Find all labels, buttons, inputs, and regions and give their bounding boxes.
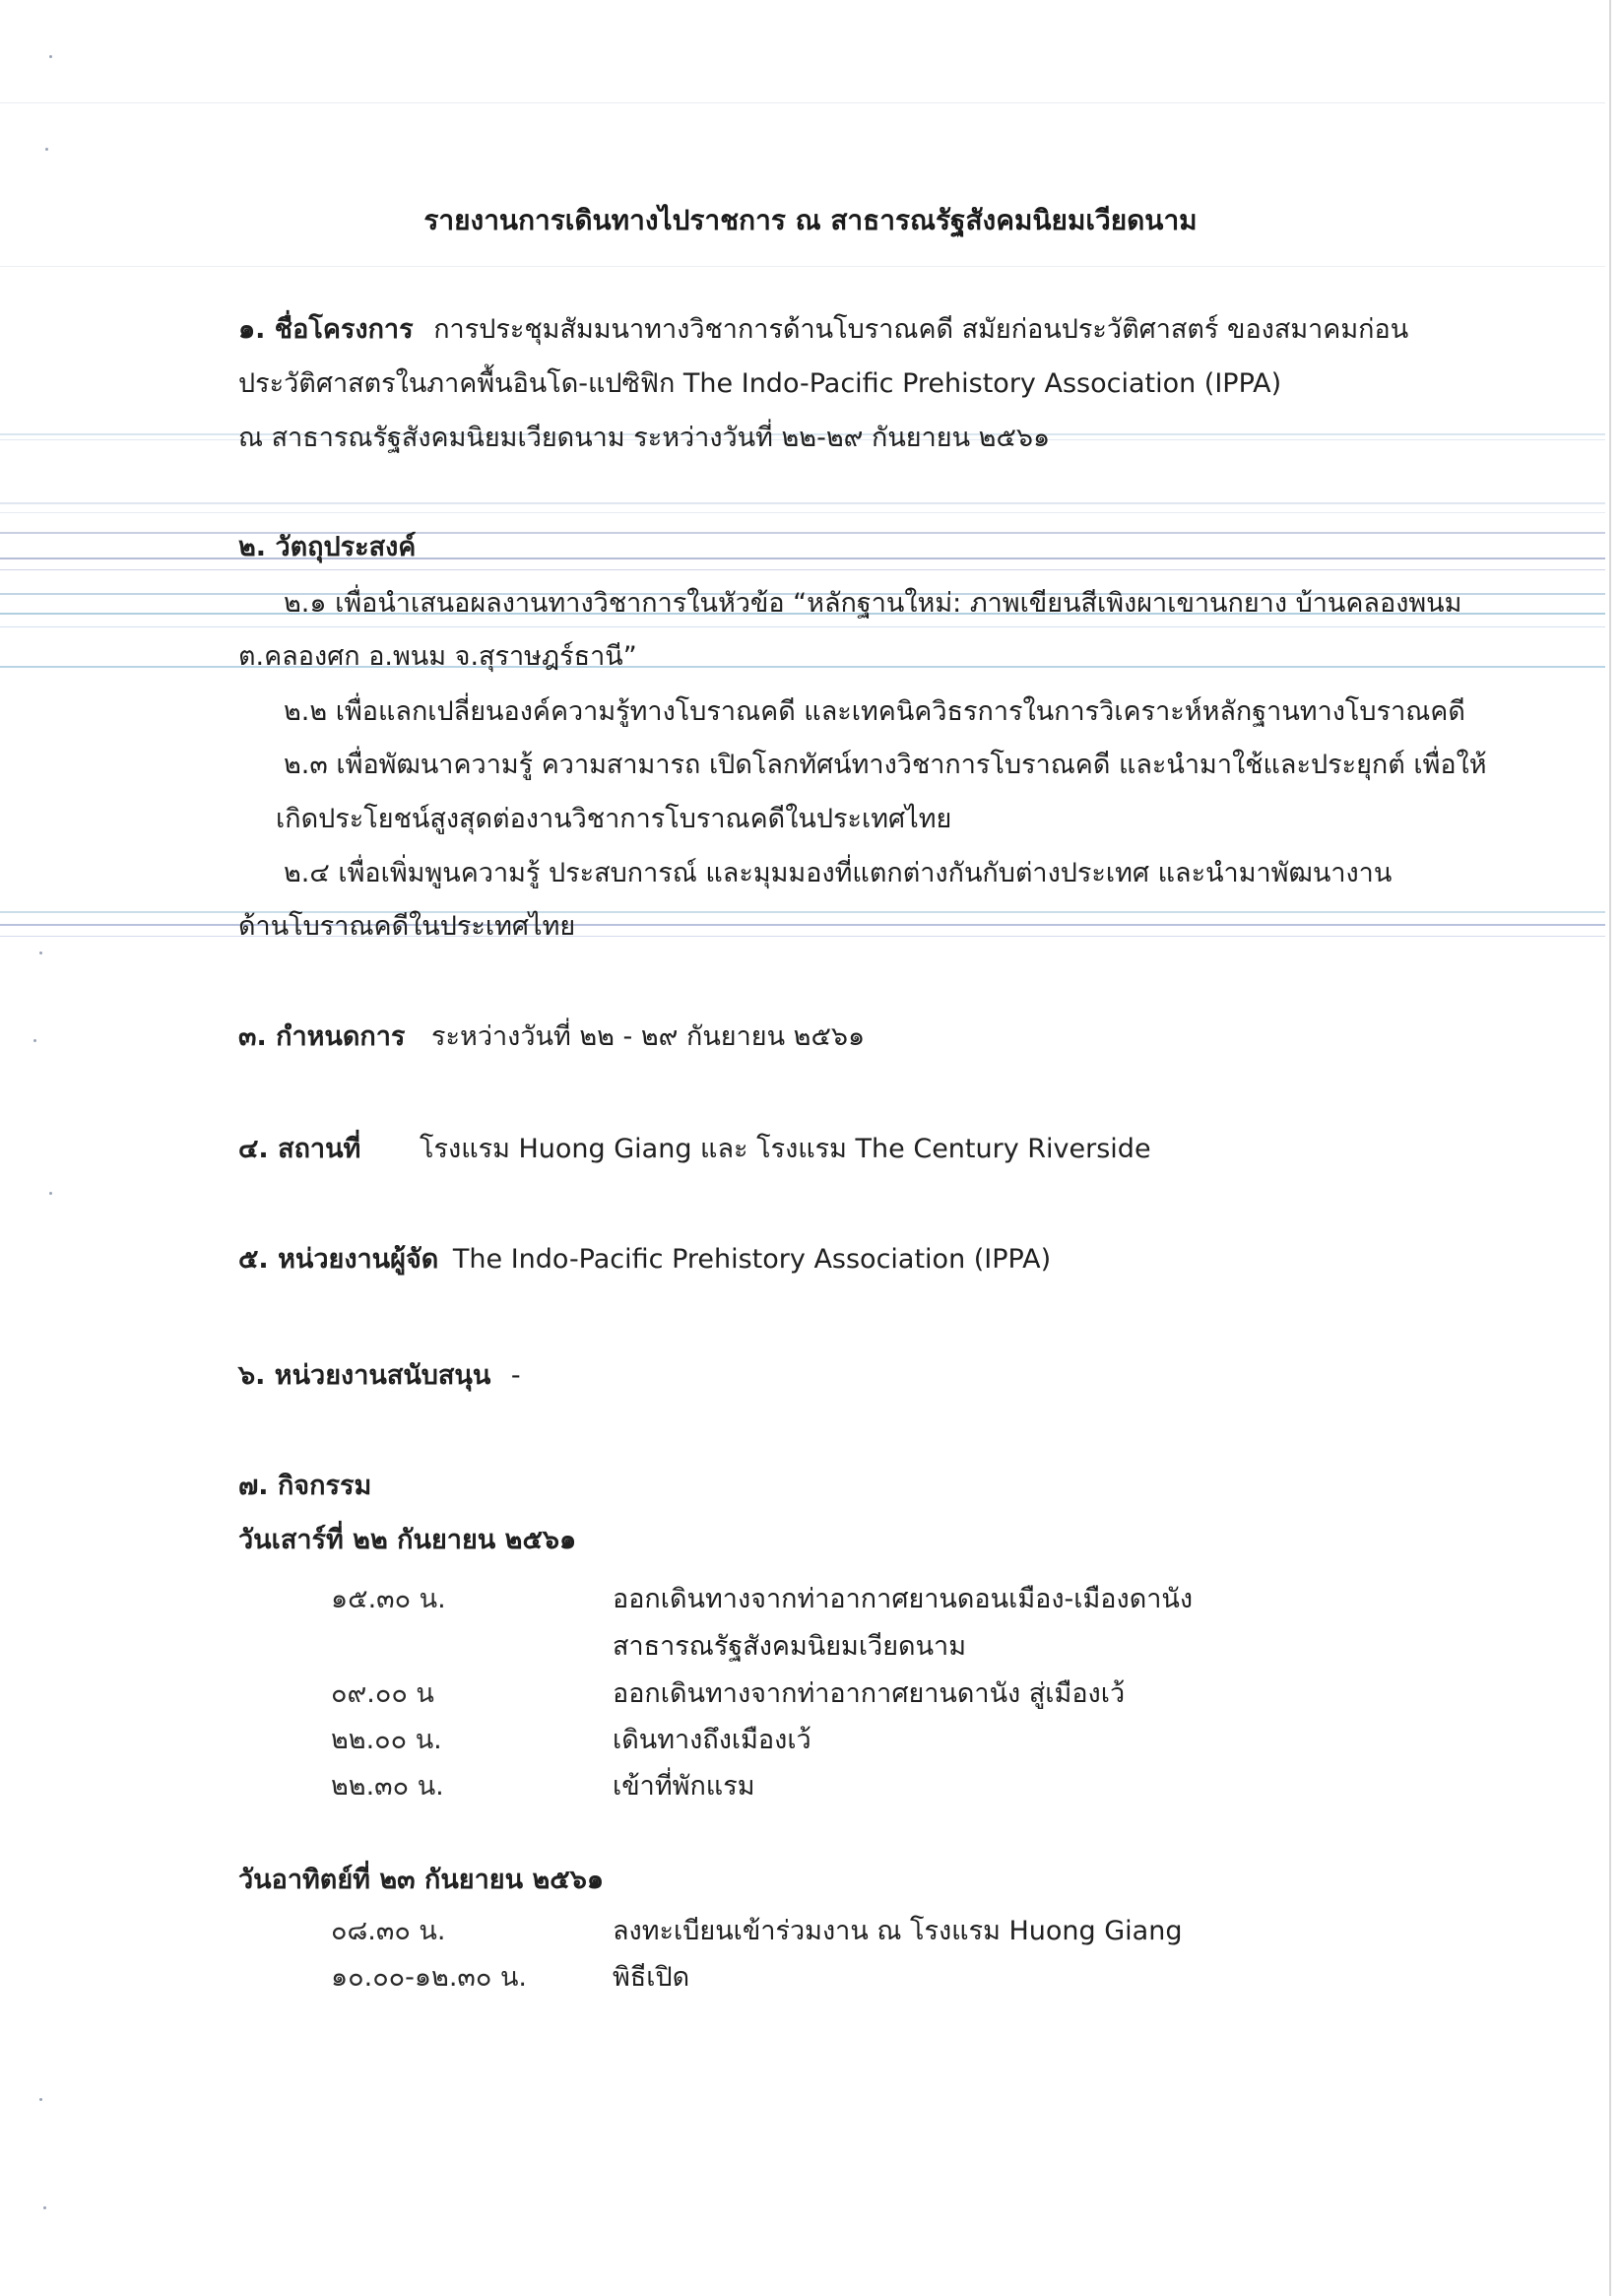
section-5-heading: ๕. หน่วยงานผู้จัด (238, 1244, 439, 1275)
section-1-line-3: ณ สาธารณรัฐสังคมนิยมเวียดนาม ระหว่างวันที่ ๒๒-๒๙ กันยายน ๒๕๖๑ (238, 423, 1051, 453)
section-2-heading: ๒. วัตถุประสงค์ (238, 532, 417, 562)
scan-speck (45, 148, 48, 151)
schedule-activity: เข้าที่พักแรม (613, 1771, 755, 1802)
objective-3-line-2: เกิดประโยชน์สูงสุดต่องานวิชาการโบราณคดีในประเทศไทย (276, 804, 952, 834)
schedule-activity: ออกเดินทางจากท่าอากาศยานดานัง สู่เมืองเว้ (613, 1678, 1126, 1709)
section-6 (238, 1359, 521, 1393)
scan-speck (49, 55, 52, 58)
schedule-activity: ลงทะเบียนเข้าร่วมงาน ณ โรงแรม Huong Giang (613, 1916, 1183, 1946)
scan-speck (39, 951, 42, 954)
scan-edge (1609, 0, 1611, 2296)
schedule-activity-cont: สาธารณรัฐสังคมนิยมเวียดนาม (613, 1631, 966, 1662)
schedule-activity: ออกเดินทางจากท่าอากาศยานดอนเมือง-เมืองดานัง (613, 1584, 1194, 1614)
schedule-time: ๑๐.๐๐-๑๒.๓๐ น. (331, 1962, 527, 1993)
schedule-time: ๑๕.๓๐ น. (331, 1584, 446, 1614)
scan-speck (33, 1039, 36, 1042)
objective-4-line-2: ด้านโบราณคดีในประเทศไทย (238, 911, 576, 942)
scan-artifact-line (0, 569, 1605, 570)
section-1-text: การประชุมสัมมนาทางวิชาการด้านโบราณคดี สมัยก่อนประวัติศาสตร์ ของสมาคมก่อน (433, 314, 1409, 345)
schedule-time: ๒๒.๓๐ น. (331, 1771, 444, 1802)
section-1-line-2: ประวัติศาสตรในภาคพื้นอินโด-แปซิฟิก The Indo-Pacific Prehistory Association (IPPA) (238, 368, 1282, 399)
schedule-time: ๐๙.๐๐ น (331, 1678, 434, 1709)
scan-artifact-line (0, 266, 1605, 267)
section-1 (238, 313, 1408, 347)
objective-1-line-2: ต.คลองศก อ.พนม จ.สุราษฎร์ธานี” (238, 641, 637, 672)
scan-speck (39, 2098, 42, 2101)
section-5-text: The Indo-Pacific Prehistory Association (IPPA) (452, 1244, 1052, 1275)
scan-artifact-line (0, 502, 1605, 504)
objective-1-line-1: ๒.๑ เพื่อนำเสนอผลงานทางวิชาการในหัวข้อ “หลักฐานใหม่: ภาพเขียนสีเพิงผาเขานกยาง บ้านคลองพนม (284, 588, 1462, 619)
schedule-activity: พิธีเปิด (613, 1962, 690, 1993)
section-6-heading: ๖. หน่วยงานสนับสนุน (238, 1360, 491, 1391)
section-3-text: ระหว่างวันที่ ๒๒ - ๒๙ กันยายน ๒๕๖๑ (431, 1021, 866, 1052)
section-3-heading: ๓. กำหนดการ (238, 1021, 406, 1052)
section-4 (238, 1133, 360, 1166)
scan-artifact-line (0, 512, 1605, 513)
section-6-text: - (510, 1360, 521, 1391)
page-title: รายงานการเดินทางไปราชการ ณ สาธารณรัฐสังคมนิยมเวียดนาม (423, 204, 1198, 236)
objective-2-line-1: ๒.๒ เพื่อแลกเปลี่ยนองค์ความรู้ทางโบราณคดี และเทคนิควิธรการในการวิเคราะห์หลักฐานทางโบราณคดี (284, 696, 1465, 727)
section-1-heading: ๑. ชื่อโครงการ (238, 314, 414, 345)
scan-speck (49, 1192, 52, 1195)
section-7-heading: ๗. กิจกรรม (238, 1471, 372, 1501)
section-3 (238, 1020, 865, 1054)
scan-artifact-line (0, 626, 1605, 627)
section-4-heading: ๔. สถานที่ (238, 1134, 361, 1164)
section-5 (238, 1243, 1051, 1277)
scan-speck (43, 2206, 46, 2209)
objective-3-line-1: ๒.๓ เพื่อพัฒนาความรู้ ความสามารถ เปิดโลกทัศน์ทางวิชาการโบราณคดี และนำมาใช้และประยุกต์ เพื่อให้ (284, 750, 1487, 780)
schedule-time: ๒๒.๐๐ น. (331, 1725, 442, 1755)
scan-artifact-line (0, 102, 1605, 103)
section-4-text: โรงแรม Huong Giang และ โรงแรม The Century Riverside (420, 1134, 1151, 1164)
schedule-time: ๐๘.๓๐ น. (331, 1916, 446, 1946)
objective-4-line-1: ๒.๔ เพื่อเพิ่มพูนความรู้ ประสบการณ์ และมุมมองที่แตกต่างกันกับต่างประเทศ และนำมาพัฒนางาน (284, 858, 1393, 888)
day-1-date: วันเสาร์ที่ ๒๒ กันยายน ๒๕๖๑ (238, 1525, 577, 1555)
schedule-activity: เดินทางถึงเมืองเว้ (613, 1725, 811, 1755)
day-2-date: วันอาทิตย์ที่ ๒๓ กันยายน ๒๕๖๑ (238, 1865, 604, 1895)
